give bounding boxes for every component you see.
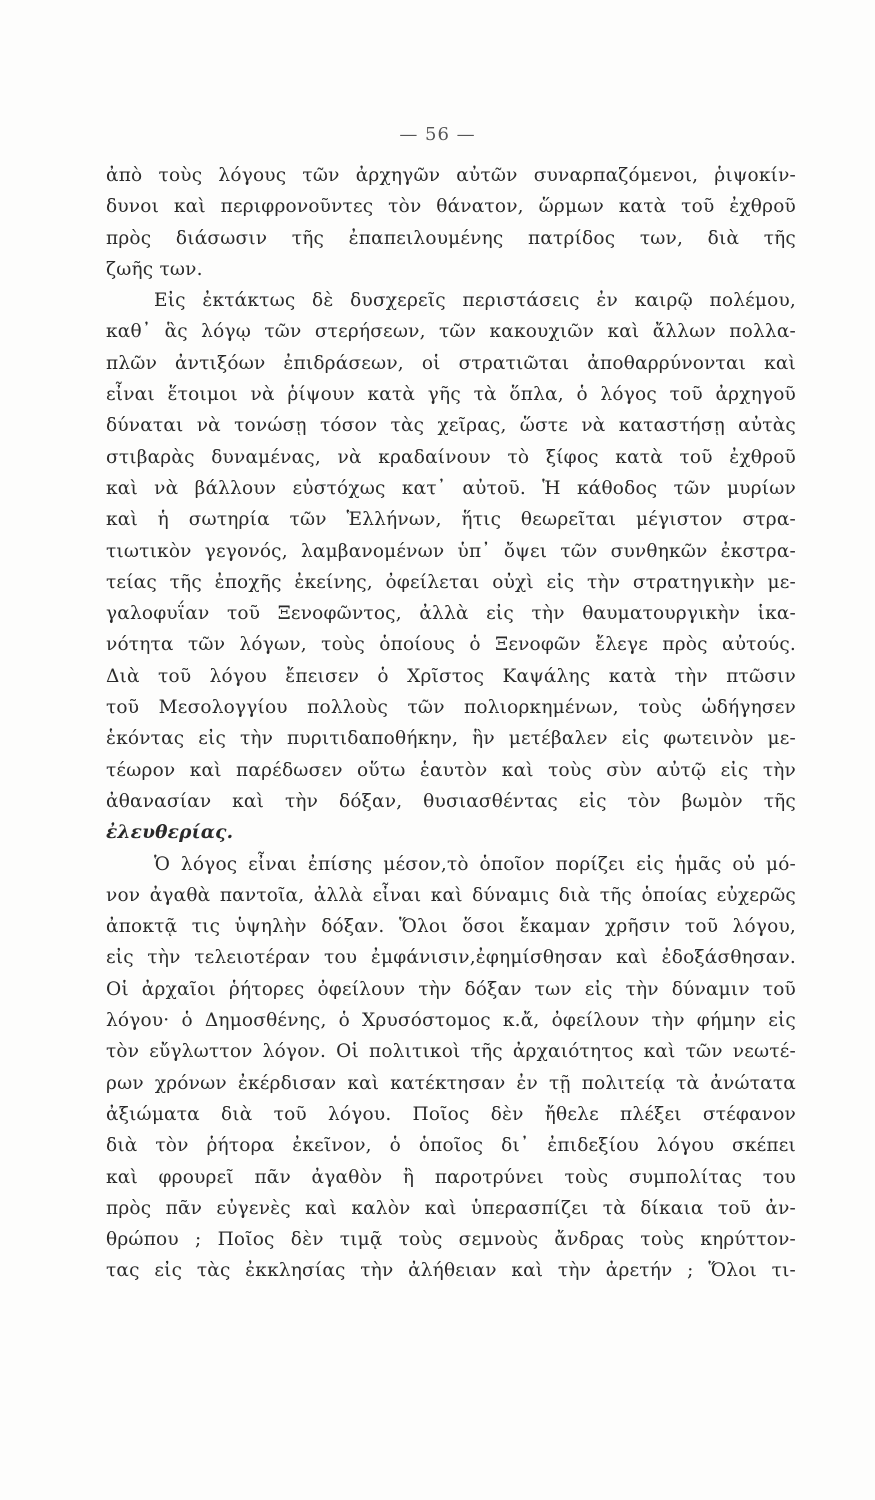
- text-line: νον ἀγαθὰ παντοῖα, ἀλλὰ εἶναι καὶ δύναμις διὰ τῆς ὁποίας εὐχερῶς: [106, 884, 796, 906]
- text-line: Διὰ τοῦ λόγου ἔπεισεν ὁ Χρῖστος Καψάλης κατὰ τὴν πτῶσιν: [106, 665, 796, 687]
- text-line: στιβαρὰς δυναμένας, νὰ κραδαίνουν τὸ ξίφος κατὰ τοῦ ἐχθροῦ: [106, 446, 796, 468]
- text-line: ἑκόντας εἰς τὴν πυριτιδαποθήκην, ἣν μετέβαλεν εἰς φωτεινὸν με-: [106, 728, 796, 750]
- text-line: λόγου· ὁ Δημοσθένης, ὁ Χρυσόστομος κ.ἄ, ὀφείλουν τὴν φήμην εἰς: [106, 1010, 796, 1032]
- text-line: Οἱ ἀρχαῖοι ῥήτορες ὀφείλουν τὴν δόξαν των εἰς τὴν δύναμιν τοῦ: [106, 978, 796, 1000]
- text-line: εἰς τὴν τελειοτέραν του ἐμφάνισιν,ἐφημίσθησαν καὶ ἐδοξάσθησαν.: [106, 947, 796, 969]
- text-line: Εἰς ἐκτάκτως δὲ δυσχερεῖς περιστάσεις ἐν καιρῷ πολέμου,: [154, 290, 796, 312]
- text-line: ρων χρόνων ἐκέρδισαν καὶ κατέκτησαν ἐν τῇ πολιτείᾳ τὰ ἀνώτατα: [106, 1072, 796, 1094]
- body-text: [106, 160, 796, 1287]
- text-line: ἀθανασίαν καὶ τὴν δόξαν, θυσιασθέντας εἰς τὸν βωμὸν τῆς: [106, 790, 796, 812]
- text-line: καὶ ἡ σωτηρία τῶν Ἑλλήνων, ἥτις θεωρεῖται μέγιστον στρα-: [106, 509, 796, 531]
- text-line: τέωρον καὶ παρέδωσεν οὕτω ἑαυτὸν καὶ τοὺς σὺν αὐτῷ εἰς τὴν: [106, 759, 796, 781]
- text-line: δύναται νὰ τονώσῃ τόσον τὰς χεῖρας, ὥστε νὰ καταστήσῃ αὐτὰς: [106, 415, 796, 437]
- text-line: γαλοφυΐαν τοῦ Ξενοφῶντος, ἀλλὰ εἰς τὴν θαυματουργικὴν ἱκα-: [106, 603, 796, 625]
- text-line: θρώπου ; Ποῖος δὲν τιμᾷ τοὺς σεμνοὺς ἄνδρας τοὺς κηρύττον-: [106, 1229, 796, 1251]
- text-line: εἶναι ἕτοιμοι νὰ ῥίψουν κατὰ γῆς τὰ ὅπλα, ὁ λόγος τοῦ ἀρχηγοῦ: [106, 384, 796, 406]
- text-line: τείας τῆς ἐποχῆς ἐκείνης, ὀφείλεται οὐχὶ εἰς τὴν στρατηγικὴν με-: [106, 571, 796, 593]
- text-line: ζωῆς των.: [106, 258, 203, 280]
- text-line: νότητα τῶν λόγων, τοὺς ὁποίους ὁ Ξενοφῶν ἔλεγε πρὸς αὐτούς.: [106, 634, 796, 656]
- text-line: ἀποκτᾷ τις ὑψηλὴν δόξαν. Ὅλοι ὅσοι ἔκαμαν χρῆσιν τοῦ λόγου,: [106, 916, 796, 938]
- text-line: διὰ τὸν ῥήτορα ἐκεῖνον, ὁ ὁποῖος δι᾽ ἐπιδεξίου λόγου σκέπει: [106, 1135, 796, 1157]
- text-line: ἀξιώματα διὰ τοῦ λόγου. Ποῖος δὲν ἤθελε πλέξει στέφανον: [106, 1103, 796, 1125]
- text-line: καθ᾽ ἃς λόγῳ τῶν στερήσεων, τῶν κακουχιῶν καὶ ἄλλων πολλα-: [106, 321, 796, 343]
- text-line: πρὸς πᾶν εὐγενὲς καὶ καλὸν καὶ ὑπερασπίζει τὰ δίκαια τοῦ ἀν-: [106, 1197, 796, 1219]
- text-line: καὶ νὰ βάλλουν εὐστόχως κατ᾽ αὐτοῦ. Ἡ κάθοδος τῶν μυρίων: [106, 477, 796, 499]
- text-line: τοῦ Μεσολογγίου πολλοὺς τῶν πολιορκημένων, τοὺς ὡδήγησεν: [106, 697, 796, 719]
- text-line: δυνοι καὶ περιφρονοῦντες τὸν θάνατον, ὥρμων κατὰ τοῦ ἐχθροῦ: [106, 196, 796, 218]
- text-line: τας εἰς τὰς ἐκκλησίας τὴν ἀλήθειαν καὶ τὴν ἀρετήν ; Ὅλοι τι-: [106, 1260, 796, 1282]
- text-line: ἀπὸ τοὺς λόγους τῶν ἀρχηγῶν αὐτῶν συναρπαζόμενοι, ῥιψοκίν-: [106, 165, 796, 186]
- text-line: καὶ φρουρεῖ πᾶν ἀγαθὸν ἢ παροτρύνει τοὺς συμπολίτας του: [106, 1166, 796, 1188]
- text-line: Ὁ λόγος εἶναι ἐπίσης μέσον,τὸ ὁποῖον πορίζει εἰς ἡμᾶς οὐ μό-: [154, 853, 796, 875]
- text-line: τὸν εὔγλωττον λόγον. Οἱ πολιτικοὶ τῆς ἀρχαιότητος καὶ τῶν νεωτέ-: [106, 1041, 796, 1063]
- page-number: — 56 —: [399, 124, 476, 145]
- text-line: πλῶν ἀντιξόων ἐπιδράσεων, οἱ στρατιῶται ἀποθαρρύνονται καὶ: [106, 352, 796, 374]
- text-line: πρὸς διάσωσιν τῆς ἐπαπειλουμένης πατρίδος των, διὰ τῆς: [106, 227, 796, 249]
- text-line: τιωτικὸν γεγονός, λαμβανομένων ὑπ᾽ ὄψει τῶν συνθηκῶν ἐκστρα-: [106, 540, 796, 562]
- text-line: ἐλευθερίας.: [106, 822, 234, 844]
